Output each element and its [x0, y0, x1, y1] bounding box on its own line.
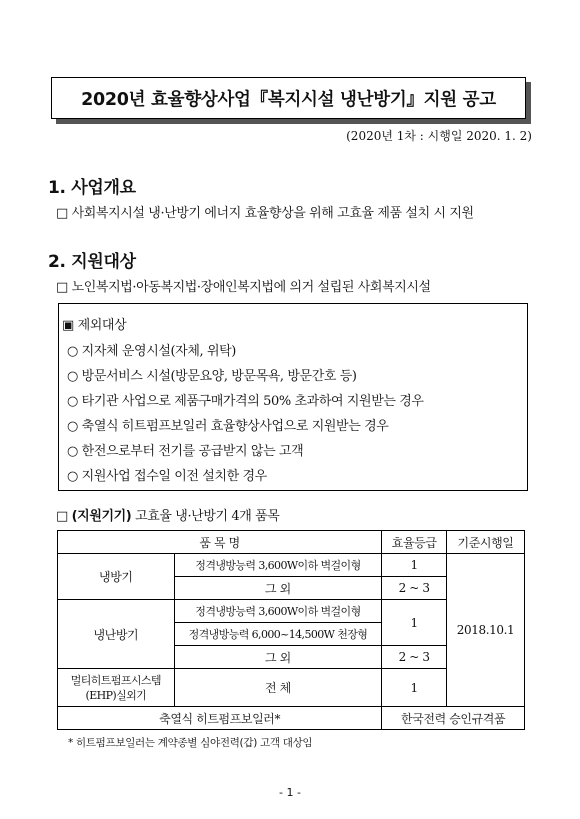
cell-spec: 전 체 — [174, 669, 382, 707]
checkbox-glyph: □ — [56, 509, 72, 524]
table-header-row — [58, 531, 525, 554]
cell-spec: 정격냉방능력 3,600W이하 벽걸이형 — [174, 600, 382, 623]
ehp-line2: (EHP)실외기 — [85, 688, 147, 702]
cell-grade: 2 ~ 3 — [382, 577, 447, 600]
header-grade: 효율등급 — [382, 531, 447, 554]
cell-grade: 1 — [382, 554, 447, 577]
effective-date: (2020년 1차 : 시행일 2020. 1. 2) — [346, 129, 532, 143]
exclusion-title: ▣ 제외대상 — [62, 318, 127, 333]
equipment-table — [57, 530, 525, 730]
ehp-line1: 멀티히트펌프시스템 — [70, 673, 161, 687]
section1-heading: 1. 사업개요 — [48, 178, 136, 198]
cell-grade: 2 ~ 3 — [382, 646, 447, 669]
exclusion-box — [58, 303, 528, 491]
cell-grade: 1 — [382, 600, 447, 646]
page-number: - 1 - — [279, 786, 301, 799]
equipment-text: 고효율 냉·난방기 4개 품목 — [131, 509, 280, 524]
table-row — [58, 707, 525, 730]
cell-boiler-grade: 한국전력 승인규격품 — [382, 707, 525, 730]
equipment-label: (지원기기) — [71, 509, 132, 524]
cell-spec: 정격냉방능력 6,000~14,500W 천장형 — [174, 623, 382, 646]
section2-item: □ 노인복지법·아동복지법·장애인복지법에 의거 설립된 사회복지시설 — [56, 280, 431, 295]
header-date: 기준시행일 — [447, 531, 525, 554]
exclusion-item: ○ 방문서비스 시설(방문요양, 방문목욕, 방문간호 등) — [67, 369, 357, 384]
header-item-name: 품 목 명 — [58, 531, 382, 554]
cell-heatcool: 냉난방기 — [58, 600, 175, 669]
exclusion-item: ○ 지원사업 접수일 이전 설치한 경우 — [67, 469, 267, 484]
cell-spec: 그 외 — [174, 646, 382, 669]
exclusion-item: ○ 지자체 운영시설(자체, 위탁) — [67, 344, 236, 359]
cell-boiler: 축열식 히트펌프보일러* — [58, 707, 382, 730]
equipment-line — [56, 505, 279, 524]
cell-effective-date: 2018.10.1 — [447, 554, 525, 707]
exclusion-item: ○ 타기관 사업으로 제품구매가격의 50% 초과하여 지원받는 경우 — [67, 394, 424, 409]
section1-item: □ 사회복지시설 냉·난방기 에너지 효율향상을 위해 고효율 제품 설치 시 지원 — [56, 206, 474, 221]
table-row — [58, 554, 525, 577]
footnote: * 히트펌프보일러는 계약종별 심야전력(갑) 고객 대상임 — [68, 737, 313, 749]
cell-grade: 1 — [382, 669, 447, 707]
cell-cooler: 냉방기 — [58, 554, 175, 600]
notice-title: 2020년 효율향상사업『복지시설 냉난방기』지원 공고 — [51, 77, 526, 119]
cell-spec: 그 외 — [174, 577, 382, 600]
section2-heading: 2. 지원대상 — [48, 252, 136, 272]
cell-ehp — [58, 669, 175, 707]
cell-spec: 정격냉방능력 3,600W이하 벽걸이형 — [174, 554, 382, 577]
exclusion-item: ○ 축열식 히트펌프보일러 효율향상사업으로 지원받는 경우 — [67, 419, 389, 434]
exclusion-item: ○ 한전으로부터 전기를 공급받지 않는 고객 — [67, 444, 304, 459]
